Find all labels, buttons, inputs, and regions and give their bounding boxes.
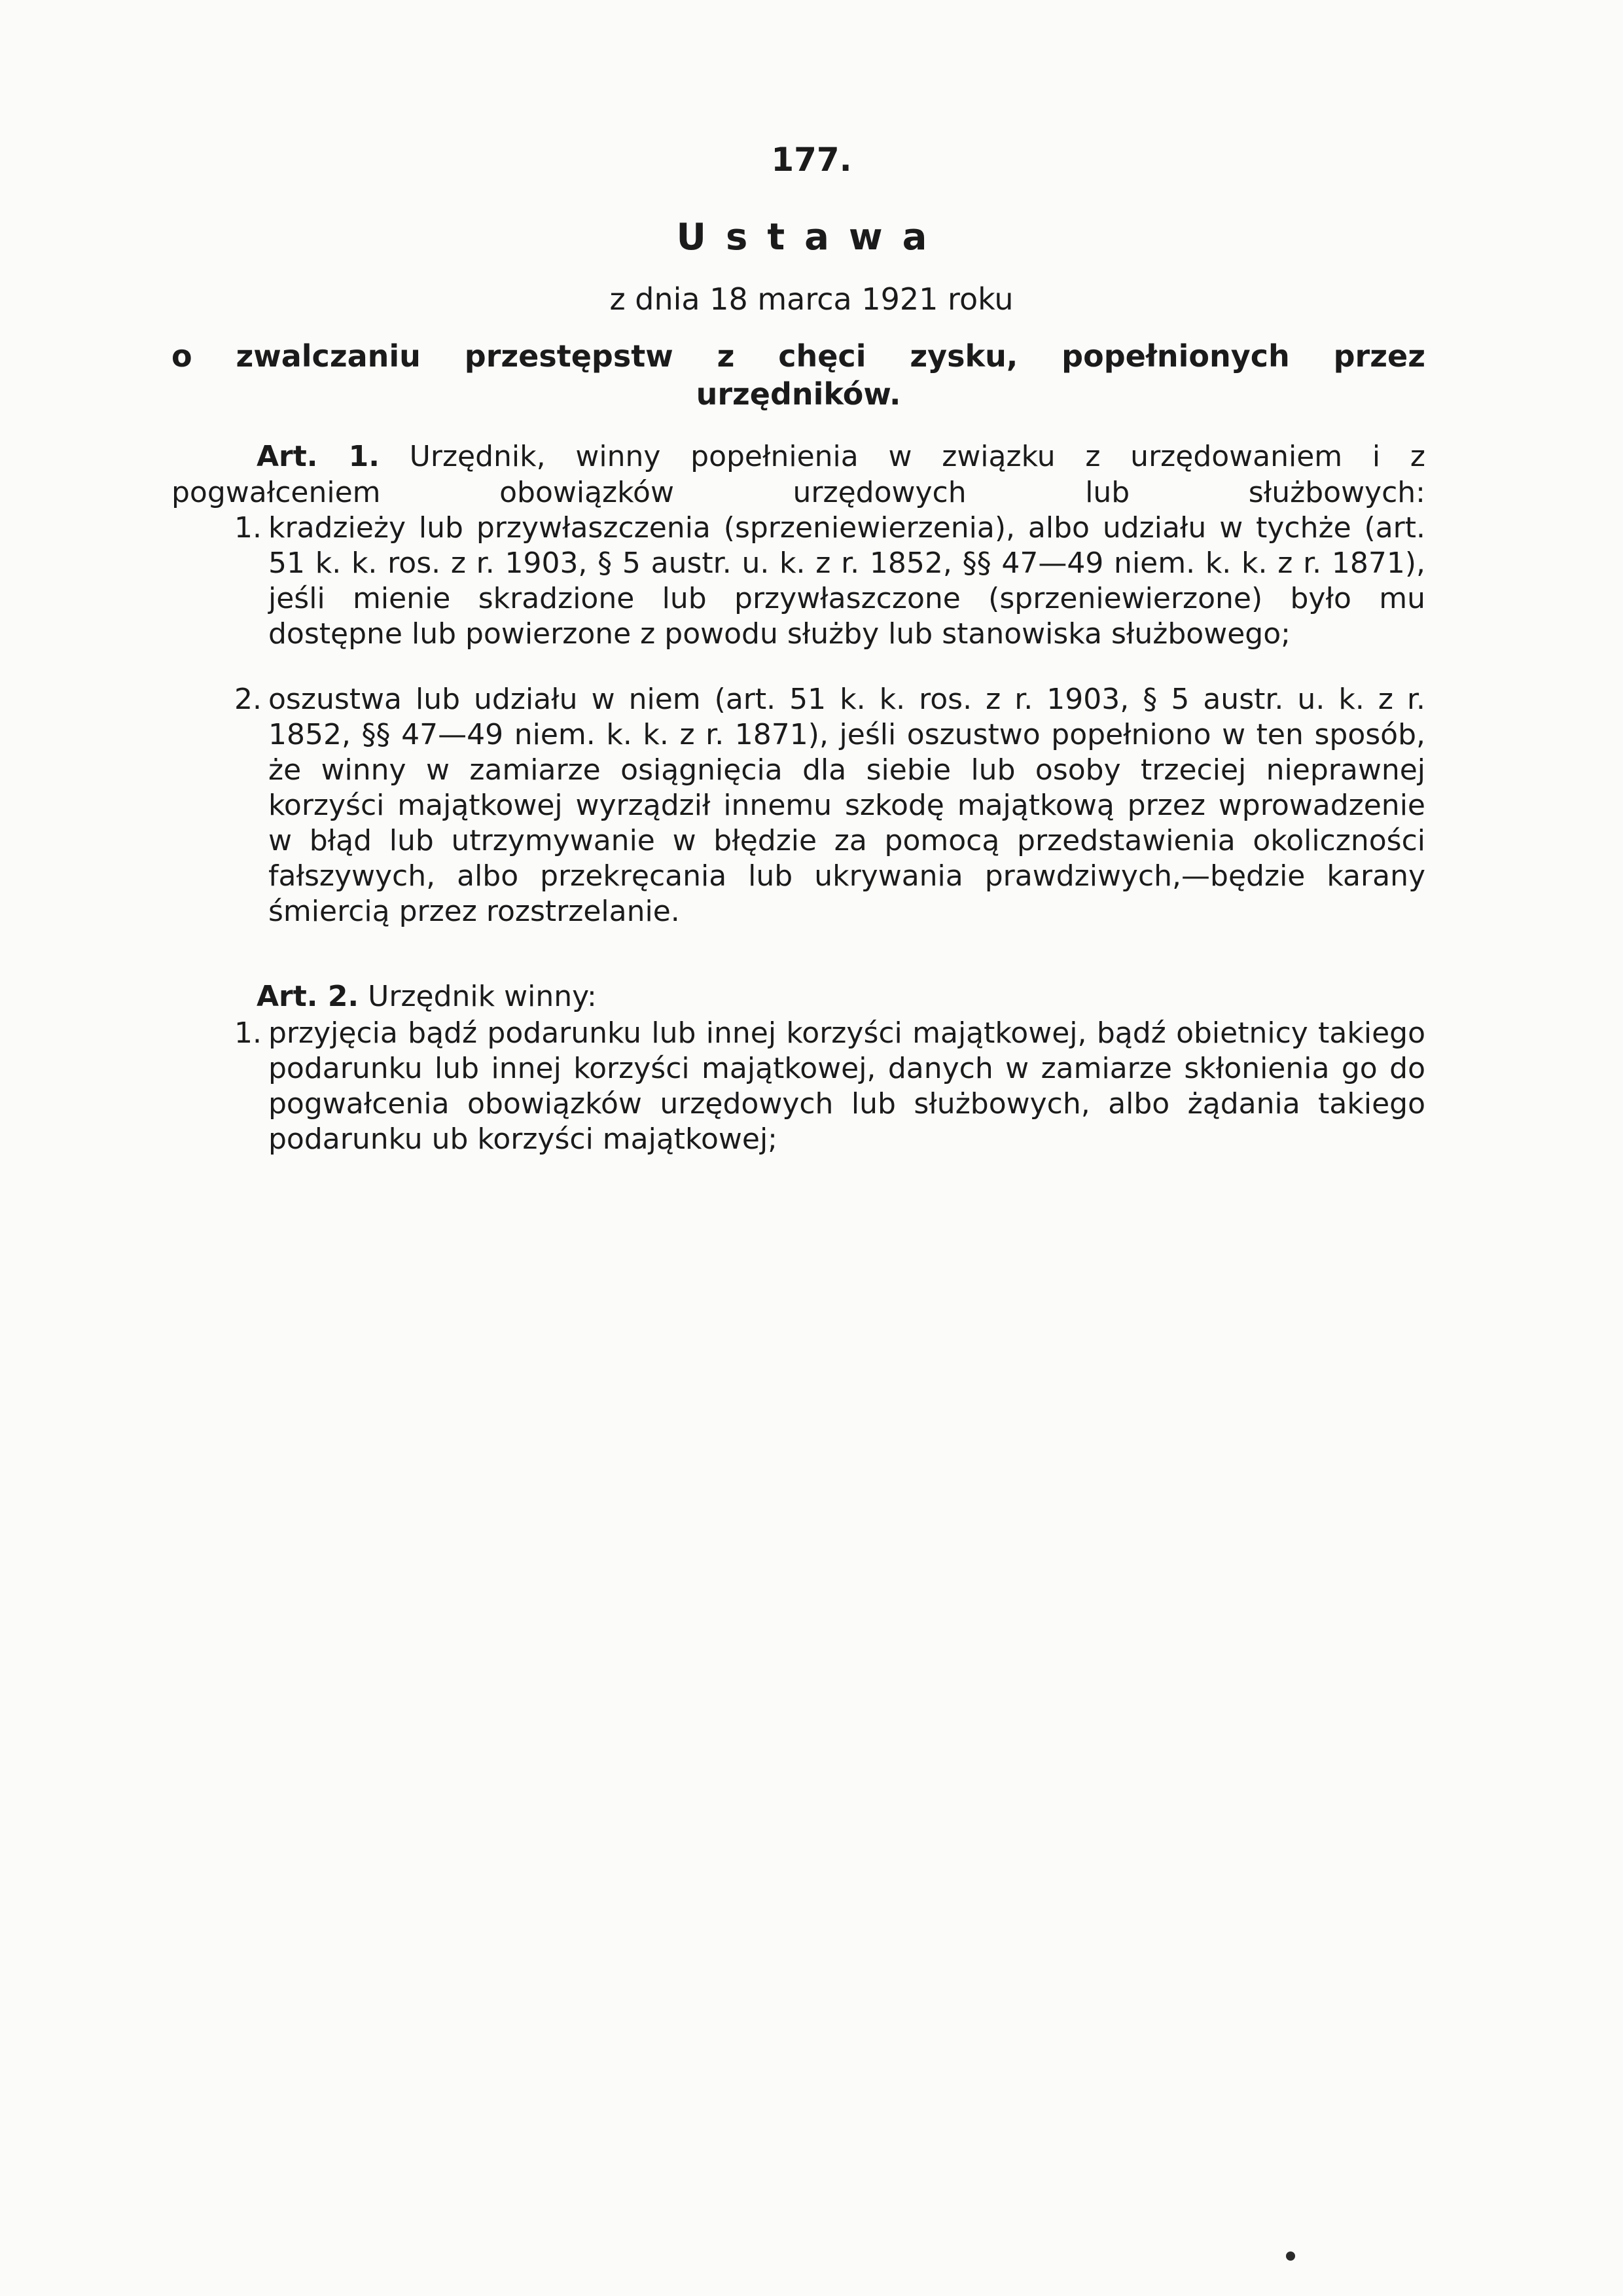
article-2-label: Art. 2. bbox=[257, 980, 359, 1013]
article-1-intro: Urzędnik, winny popełnienia w związku z urzędowaniem i z pogwałceniem obowiązków urzędowych lub służbowych: bbox=[171, 440, 1425, 509]
item-text: przyjęcia bądź podarunku lub innej korzyści majątkowej, bądź obietnicy takiego podarunku lub innej korzyści majątkowej, danych w zamiarze skłonienia go do pogwałcenia obowiązków urzędowych lub służbowych, albo żądania takiego podarunku ub korzyści majątkowej; bbox=[268, 1016, 1425, 1156]
document-type-heading: Ustawa bbox=[676, 216, 947, 259]
item-text: oszustwa lub udziału w niem (art. 51 k. k. ros. z r. 1903, § 5 austr. u. k. z r. 1852, §§ 47—49 niem. k. k. z r. 1871), jeśli oszustwo popełniono w ten sposób, że winny w zamiarze osiągnięcia dla siebie lub osoby trzeciej nieprawnej korzyści majątkowej wyrządził innemu szkodę majątkową przez wprowadzenie w błąd lub utrzymywanie w błędzie za pomocą przedstawienia okoliczności fałszywych, albo przekręcania lub ukrywania prawdziwych,—będzie karany śmiercią przez rozstrzelanie. bbox=[268, 683, 1425, 928]
item-number: 1. bbox=[234, 511, 262, 545]
article-1-label: Art. 1. bbox=[257, 440, 380, 473]
document-number: 177. bbox=[771, 141, 852, 179]
article-1-item-2 bbox=[234, 682, 1425, 929]
document-date: z dnia 18 marca 1921 roku bbox=[609, 281, 1014, 317]
document-title: o zwalczaniu przestępstw z chęci zysku, popełnionych przez urzędników. bbox=[171, 338, 1425, 412]
article-1-item-1 bbox=[234, 511, 1425, 652]
item-text: kradzieży lub przywłaszczenia (sprzeniewierzenia), albo udziału w tychże (art. 51 k. k. ros. z r. 1903, § 5 austr. u. k. z r. 1852, §§ 47—49 niem. k. k. z r. 1871), jeśli mienie skradzione lub przywłaszczone (sprzeniewierzone) było mu dostępne lub powierzone z powodu służby lub stanowiska służbowego; bbox=[268, 511, 1425, 651]
item-number: 2. bbox=[234, 683, 262, 716]
item-number: 1. bbox=[234, 1016, 262, 1050]
article-2-intro: Urzędnik winny: bbox=[368, 980, 597, 1013]
article-2-item-1 bbox=[234, 1016, 1425, 1157]
article-1-heading bbox=[171, 439, 1425, 511]
article-2-heading bbox=[171, 978, 1425, 1014]
ink-speck bbox=[1286, 2251, 1295, 2261]
